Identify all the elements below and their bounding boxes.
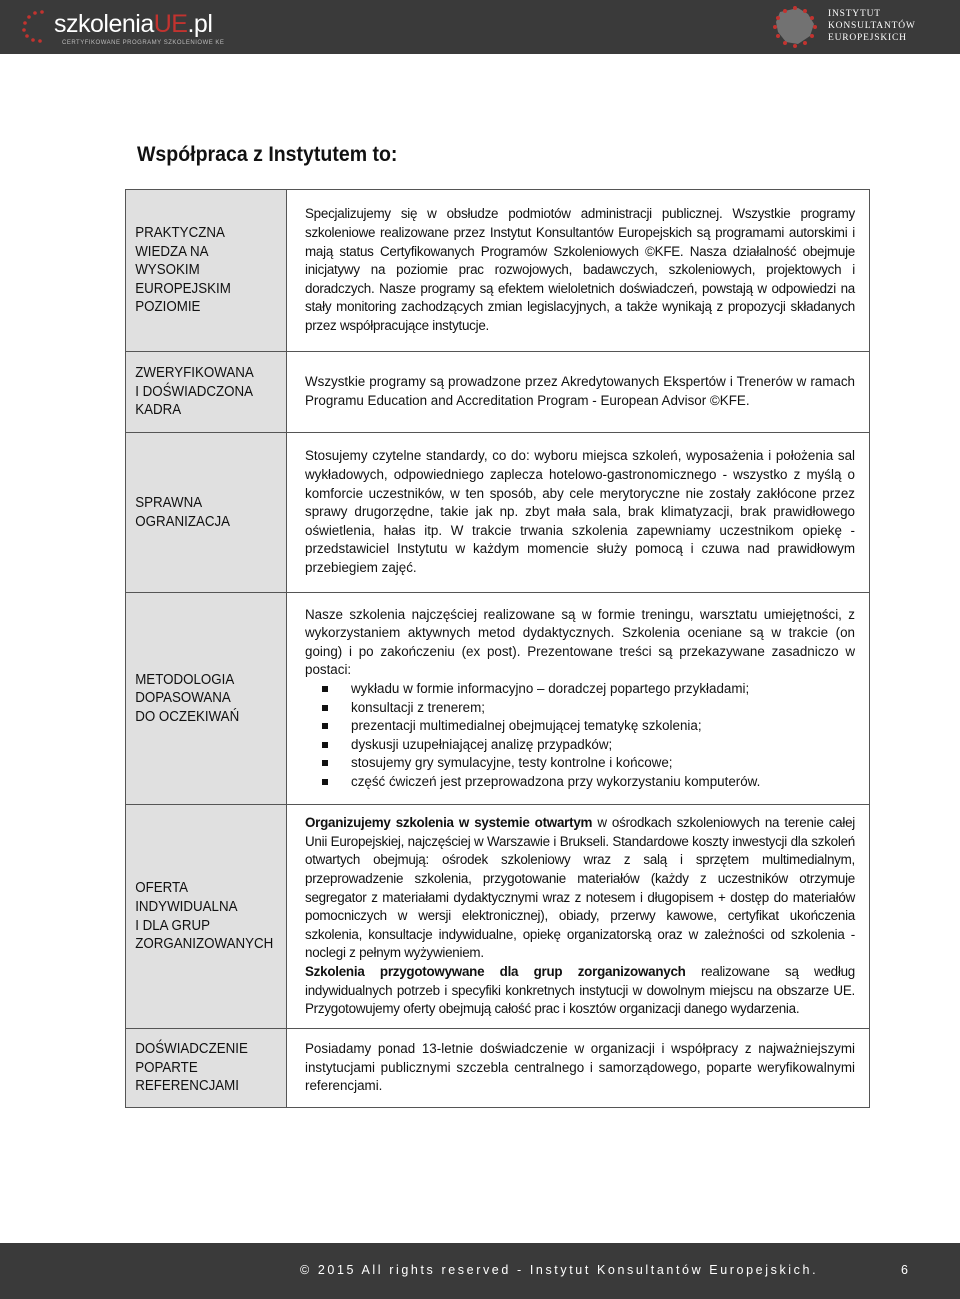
list-item: część ćwiczeń jest przeprowadzona przy wykorzystaniu komputerów. <box>305 773 855 792</box>
page-footer <box>0 1243 960 1299</box>
row-label: OFERTA INDYWIDUALNA I DLA GRUP ZORGANIZOWANYCH <box>135 880 274 953</box>
row-label: METODOLOGIA DOPASOWANA DO OCZEKIWAŃ <box>135 671 240 725</box>
szkoleniaue-logo[interactable] <box>22 6 225 50</box>
page-number: 6 <box>901 1263 908 1277</box>
row-text: Nasze szkolenia najczęściej realizowane są w formie treningu, warsztatu umiejętności, z wykorzystaniem aktywnych metod dydaktycznych. Szkolenia oceniane są w trakcie (on going) i po zakończeniu (ex post). Prezentowane treści są przekazywane zasadniczo w postaci: <box>305 606 855 678</box>
features-table <box>125 189 870 1108</box>
row-label: SPRAWNA OGRANIZACJA <box>135 494 231 530</box>
row-content-cell <box>287 352 869 432</box>
row-content-cell <box>287 1029 869 1107</box>
row-text: Stosujemy czytelne standardy, co do: wyboru miejsca szkoleń, wyposażenia i położenia sal wykładowych, odpowiedniego zaplecza hotelowo-gastronomicznego - wszystko z myślą o komforcie uczestników, w ten sposób, aby cele merytoryczne nie zostały zakłócone przez sprawy drugorzędne, takie jak np. zbyt mała sala, brak klimatyzacji, brak prawidłowego oświetlenia, hałas itp. W trakcie trwania szkolenia zapewniamy uczestnikom opiekę - przedstawiciel Instytutu w każdym momencie służy pomocą i czuwa nad prawidłowym przebiegiem zajęć. <box>305 448 855 575</box>
table-row <box>126 1028 869 1107</box>
row-text-block <box>287 606 869 792</box>
row-label-cell <box>126 593 287 804</box>
table-row <box>126 432 869 592</box>
method-list <box>305 680 855 792</box>
row-label-cell <box>126 1029 287 1107</box>
row-label: DOŚWIADCZENIE POPARTE REFERENCJAMI <box>135 1041 248 1095</box>
row-label: PRAKTYCZNA WIEDZA NA WYSOKIM EUROPEJSKIM POZIOMIE <box>135 225 231 316</box>
page-title: Współpraca z Instytutem to: <box>137 143 398 166</box>
row-text: Wszystkie programy są prowadzone przez Akredytowanych Ekspertów i Trenerów w ramach Programu Education and Accreditation Program - European Advisor ©KFE. <box>305 374 855 408</box>
list-item: wykładu w formie informacyjno – doradczej popartego przykładami; <box>305 680 855 699</box>
offer-group-paragraph <box>305 963 855 1019</box>
eu-stars-icon <box>22 8 52 44</box>
table-row <box>126 351 869 432</box>
table-row <box>126 190 869 351</box>
page-header <box>0 0 960 54</box>
table-row <box>126 804 869 1028</box>
offer-open-heading: Organizujemy szkolenia w systemie otwartym <box>305 815 593 831</box>
row-content-cell <box>287 805 869 1028</box>
row-content-cell <box>287 593 869 804</box>
europe-map-stars-icon <box>768 4 822 50</box>
brand-name: szkoleniaUE.pl <box>54 10 213 38</box>
offer-open-paragraph <box>305 814 855 963</box>
row-label-cell <box>126 433 287 592</box>
institute-name: INSTYTUT KONSULTANTÓW EUROPEJSKICH <box>828 9 916 43</box>
row-label-cell <box>126 190 287 351</box>
row-text: Specjalizujemy się w obsłudze podmiotów administracji publicznej. Wszystkie programy szkoleniowe realizowane przez Instytut Konsultantów Europejskich są programami autorskimi i mają status Certyfikowanych Programów Szkoleniowych ©KFE. Nasza działalność obejmuje inicjatywy na poziomie prac rozwojowych, badawczych, szkoleniowych, projektowych i doradczych. Nasze programy są efektem wieloletnich doświadczeń, powstają w odpowiedzi na stały monitoring zachodzących zmian legislacyjnych, a także wynikają z propozycji składanych przez współpracujące instytucje. <box>305 206 855 333</box>
brand-tagline: CERTYFIKOWANE PROGRAMY SZKOLENIOWE KE <box>62 40 225 46</box>
row-content-cell <box>287 433 869 592</box>
offer-group-text: realizowane są według indywidualnych potrzeb i specyfiki konkretnych instytucji w dowolnym miejscu na obszarze UE. Przygotowujemy oferty obejmują całość prac i kosztów organizacji danego wydarzenia. <box>305 963 855 1017</box>
row-text: Posiadamy ponad 13-letnie doświadczenie w organizacji i współpracy z najważniejszymi instytucjami publicznymi szczebla centralnego i samorządowego, poparte weryfikowalnymi referencjami. <box>305 1041 855 1094</box>
list-item: konsultacji z trenerem; <box>305 699 855 718</box>
row-label: ZWERYFIKOWANA I DOŚWIADCZONA KADRA <box>135 365 254 419</box>
row-content-cell <box>287 190 869 351</box>
list-item: stosujemy gry symulacyjne, testy kontrolne i końcowe; <box>305 754 855 773</box>
row-text-block <box>287 814 869 1019</box>
row-label-cell <box>126 805 287 1028</box>
offer-open-text: w ośrodkach szkoleniowych na terenie całej Unii Europejskiej, najczęściej w Warszawie i Brukseli. Standardowe koszty inwestycji dla szkoleń otwartych obejmują: ośrodek szkoleniowy wraz z salą i sprzętem multimedialnym, przeprowadzenie szkolenia, przygotowanie materiałów (każdy z uczestników otrzymuje segregator z materiałami dydaktycznymi wraz z notesem i długopisem + dostęp do materiałów pomocniczych w wersji elektronicznej), obiady, przerwy kawowe, certyfikat ukończenia szkolenia, konsultacje indywidualne, opiekę organizatorską oraz w zależności od szkolenia - noclegi z pełnym wyżywieniem. <box>305 815 856 961</box>
institute-logo[interactable] <box>768 4 938 50</box>
copyright-text: © 2015 All rights reserved - Instytut Konsultantów Europejskich. <box>300 1263 819 1277</box>
list-item: prezentacji multimedialnej obejmującej tematykę szkolenia; <box>305 717 855 736</box>
row-label-cell <box>126 352 287 432</box>
offer-group-heading: Szkolenia przygotowywane dla grup zorganizowanych <box>305 963 686 979</box>
list-item: dyskusji uzupełniającej analizę przypadków; <box>305 736 855 755</box>
table-row <box>126 592 869 804</box>
